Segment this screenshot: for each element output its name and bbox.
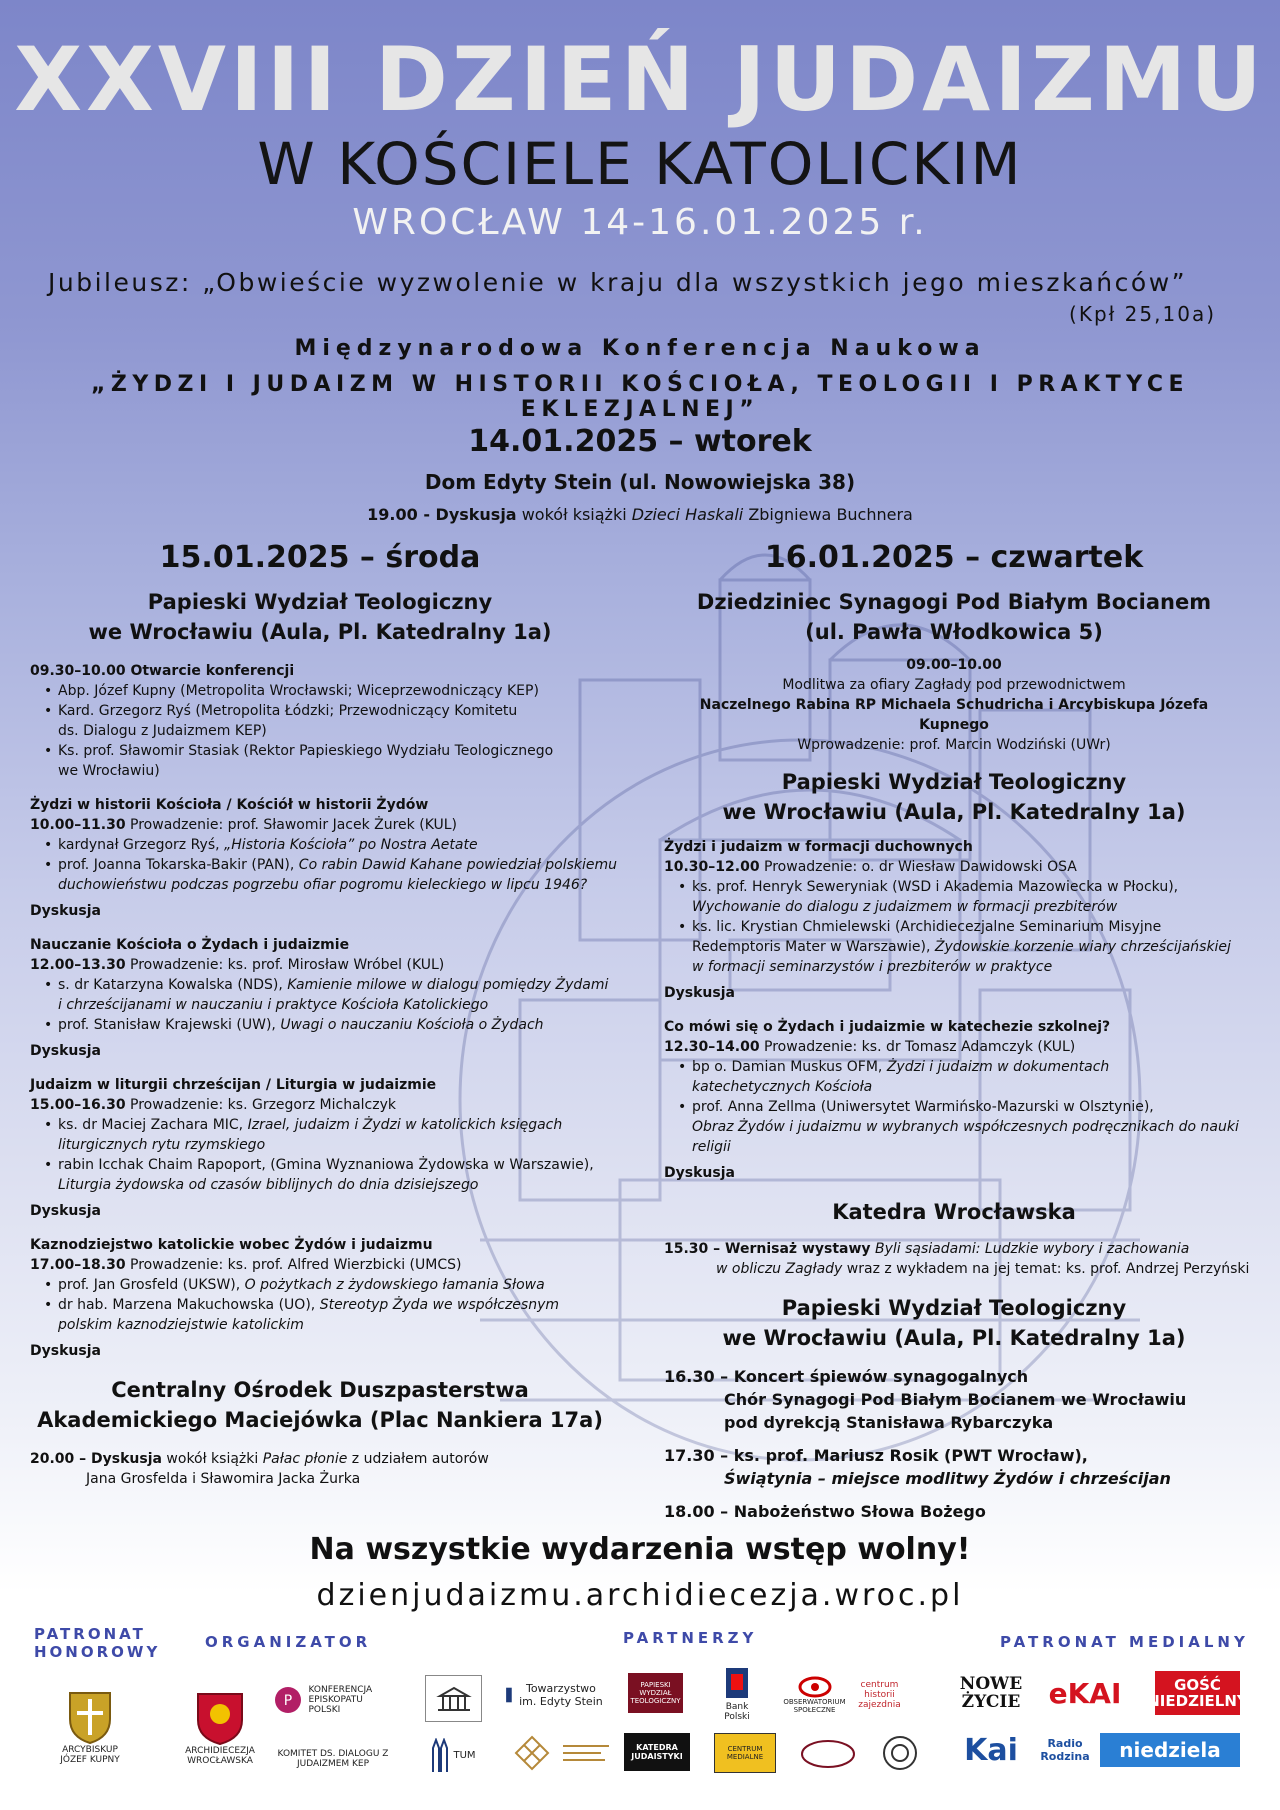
day1-event-author: Zbigniewa Buchnera — [748, 505, 913, 524]
venue-line2: (ul. Pawła Włodkowica 5) — [805, 620, 1103, 644]
website-link[interactable]: dzienjudaizmu.archidiecezja.wroc.pl — [316, 1578, 964, 1613]
exhibition-title-continuation: w obliczu Zagłady — [716, 1261, 843, 1277]
judaistics-logo: KATEDRA JUDAISTYKI — [624, 1733, 690, 1771]
speaker: ks. dr Maciej Zachara MIC, — [58, 1117, 244, 1133]
media-patronage-heading: PATRONAT MEDIALNY — [1000, 1633, 1249, 1651]
list-item-continuation: ds. Dialogu z Judaizmem KEP) — [58, 723, 267, 739]
venue-line2: we Wrocławiu (Aula, Pl. Katedralny 1a) — [722, 1326, 1186, 1350]
svg-text:P: P — [283, 1693, 292, 1709]
talk-title: Obraz Żydów i judaizmu w wybranych współczesnych podręcznikach do nauki religii — [692, 1119, 1239, 1155]
venue-line2: Akademickiego Maciejówka (Plac Nankiera 17a) — [37, 1408, 603, 1432]
speaker: • ks. prof. Henryk Seweryniak (WSD i Akademia Mazowiecka w Płocku), — [664, 877, 1254, 897]
day1-event-text: wokół książki — [521, 505, 627, 524]
session-moderator: Prowadzenie: ks. Grzegorz Michalczyk — [130, 1097, 396, 1113]
talk-title: Liturgia żydowska od czasów biblijnych do dnia dzisiejszego — [58, 1177, 479, 1193]
session-title: Żydzi i judaizm w formacji duchownych — [664, 839, 973, 855]
archdiocese-logo — [180, 1677, 260, 1777]
text-lines-icon — [561, 1741, 611, 1765]
radio-rodzina-logo: Radio Rodzina — [1040, 1737, 1090, 1763]
day2-evening-event — [30, 1449, 630, 1489]
day2-session-teaching — [30, 935, 630, 1061]
talk-title-continuation: liturgicznych rytu rzymskiego — [58, 1137, 266, 1153]
nowe-zycie-logo: NOWE ŻYCIE — [959, 1674, 1023, 1712]
event-text: wraz z wykładem na jej temat: ks. prof. Andrzej Perzyński — [846, 1261, 1250, 1277]
logo-caption: ARCHIDIECEZJA WROCŁAWSKA — [185, 1746, 255, 1766]
building-icon — [434, 1684, 474, 1714]
stein-society-logo — [505, 1675, 605, 1715]
logo-caption: Towarzystwo im. Edyty Stein — [519, 1682, 603, 1708]
day2-venue-line1: Papieski Wydział Teologiczny — [147, 590, 493, 614]
day2-venue-line2: we Wrocławiu (Aula, Pl. Katedralny 1a) — [88, 620, 552, 644]
bank-logo — [712, 1665, 762, 1723]
session-moderator: Prowadzenie: o. dr Wiesław Dawidowski OSA — [764, 859, 1077, 875]
maciejowka-logo — [556, 1733, 616, 1773]
seal-logo — [880, 1733, 920, 1773]
speaker: s. dr Katarzyna Kowalska (NDS), — [58, 977, 283, 993]
sponsors-footer — [0, 1615, 1280, 1810]
komitet-logo: KOMITET DS. DIALOGU Z JUDAIZMEM KEP — [277, 1749, 389, 1769]
speaker: prof. Jan Grosfeld (UKSW), — [58, 1277, 241, 1293]
talk-title: Co rabin Dawid Kahane powiedział polskiemu — [298, 857, 618, 873]
session-time: 12.00–13.30 — [30, 957, 126, 973]
day3-session-formation — [664, 837, 1254, 1003]
event-text: 17.30 – ks. prof. Mariusz Rosik (PWT Wrocław), — [664, 1446, 1088, 1465]
day3-service: 18.00 – Nabożeństwo Słowa Bożego — [664, 1502, 986, 1521]
speaker: prof. Joanna Tokarska-Bakir (PAN), — [58, 857, 295, 873]
session-time: 10.00–11.30 — [30, 817, 126, 833]
talk-title-continuation: duchowieństwu podczas pogrzebu ofiar pogromu kieleckiego w lipcu 1946? — [58, 877, 588, 893]
venue-line1: Papieski Wydział Teologiczny — [781, 1296, 1127, 1320]
day3-venue — [664, 587, 1244, 647]
bookmark-icon — [505, 1680, 513, 1710]
observatory-logo — [782, 1671, 847, 1719]
talk-title-continuation: polskim kaznodziejstwie katolickim — [58, 1317, 304, 1333]
day2-column — [30, 540, 630, 1489]
day1-date: 14.01.2025 – wtorek — [468, 424, 812, 459]
event-text: Modlitwa za ofiary Zagłady pod przewodnictwem — [782, 677, 1126, 693]
logo-caption: KONFERENCJA EPISKOPATU POLSKI — [308, 1685, 373, 1715]
talk-title-continuation: katechetycznych Kościoła — [692, 1079, 873, 1095]
exhibition-title: Byli sąsiadami: Ludzkie wybory i zachowania — [875, 1241, 1190, 1257]
speaker: dr hab. Marzena Makuchowska (UO), — [58, 1297, 316, 1313]
session-time: 10.30–12.00 — [664, 859, 760, 875]
session-title: Co mówi się o Żydach i judaizmie w katechezie szkolnej? — [664, 1019, 1111, 1035]
event-text: 16.30 – Koncert śpiewów synagogalnych — [664, 1367, 1029, 1386]
session-moderator: Prowadzenie: ks. prof. Alfred Wierzbicki (UMCS) — [130, 1257, 462, 1273]
title-line-2: W KOŚCIELE KATOLICKIM — [257, 130, 1023, 198]
day1-event-book: Dzieci Haskali — [631, 505, 744, 524]
event-time: 20.00 – Dyskusja — [30, 1451, 162, 1467]
event-text: z udziałem autorów — [351, 1451, 489, 1467]
venue-line2: we Wrocławiu (Aula, Pl. Katedralny 1a) — [722, 800, 1186, 824]
day3-venue3: Katedra Wrocławska — [832, 1200, 1076, 1224]
session-title: Żydzi w historii Kościoła / Kościół w historii Żydów — [30, 797, 429, 813]
day3-concert — [664, 1365, 1254, 1434]
session-time: 12.30–14.00 — [664, 1039, 760, 1055]
event-time: 09.00–10.00 — [906, 657, 1002, 673]
list-item: • Ks. prof. Sławomir Stasiak (Rektor Papieskiego Wydziału Teologicznego — [30, 741, 630, 761]
gosc-logo: GOŚĆ NIEDZIELNY — [1155, 1671, 1240, 1715]
kep-icon — [273, 1685, 303, 1715]
discussion-label: Dyskusja — [30, 1043, 101, 1059]
list-item: • Abp. Józef Kupny (Metropolita Wrocławski; Wiceprzewodniczący KEP) — [30, 681, 630, 701]
title-line-1: XXVIII DZIEŃ JUDAIZMU — [14, 28, 1266, 131]
list-item: • Kard. Grzegorz Ryś (Metropolita Łódzki; Przewodniczący Komitetu — [30, 701, 630, 721]
niedziela-logo: niedziela — [1100, 1733, 1240, 1767]
logo-caption: OBSERWATORIUM SPOŁECZNE — [783, 1698, 846, 1714]
discussion-label: Dyskusja — [664, 1165, 735, 1181]
session-time: 17.00–18.30 — [30, 1257, 126, 1273]
day3-exhibition — [664, 1239, 1254, 1279]
session-moderator: Prowadzenie: ks. dr Tomasz Adamczyk (KUL) — [764, 1039, 1076, 1055]
kep-logo — [268, 1675, 398, 1725]
session-title: Judaizm w liturgii chrześcijan / Liturgia w judaizmie — [30, 1077, 437, 1093]
talk-title: Izrael, judaizm i Żydzi w katolickich księgach — [247, 1117, 563, 1133]
day2-session-history — [30, 795, 630, 921]
discussion-label: Dyskusja — [30, 1203, 101, 1219]
event-text: Wprowadzenie: prof. Marcin Wodziński (UWr) — [797, 737, 1111, 753]
kai-logo: Kai — [964, 1732, 1018, 1768]
speaker-continuation: Redemptoris Mater w Warszawie), — [692, 939, 931, 955]
day3-session-catechesis — [664, 1017, 1254, 1183]
venue-line1: Dziedziniec Synagogi Pod Białym Bocianem — [696, 590, 1212, 614]
event-text: pod dyrekcją Stanisława Rybarczyka — [724, 1413, 1054, 1432]
talk-title: Kamienie milowe w dialogu pomiędzy Żydami — [287, 977, 609, 993]
day3-venue2 — [664, 767, 1244, 827]
talk-title: O pożytkach z żydowskiego łamania Słowa — [244, 1277, 545, 1293]
day2-evening-venue — [30, 1375, 610, 1435]
day3-date: 16.01.2025 – czwartek — [764, 540, 1144, 575]
conference-theme: „ŻYDZI I JUDAIZM W HISTORII KOŚCIOŁA, TEOLOGII I PRAKTYCE EKLEZJALNEJ” — [90, 372, 1190, 422]
session-time: 15.00–16.30 — [30, 1097, 126, 1113]
coat-of-arms-icon — [195, 1688, 245, 1746]
partners-heading: PARTNERZY — [623, 1629, 758, 1647]
list-item-continuation: we Wrocławiu) — [58, 763, 160, 779]
event-text: Chór Synagogi Pod Białym Bocianem we Wrocławiu — [724, 1390, 1187, 1409]
event-time: 15.30 – Wernisaż wystawy — [664, 1241, 871, 1257]
day1-event — [0, 505, 1280, 524]
talk-title-continuation: w formacji seminarzystów i prezbiterów w praktyce — [692, 959, 1053, 975]
venue-line1: Centralny Ośrodek Duszpasterstwa — [111, 1378, 529, 1402]
talk-title: Wychowanie do dialogu z judaizmem w formacji prezbiterów — [692, 899, 1118, 915]
university-logo — [425, 1675, 482, 1722]
day2-session-opening — [30, 661, 630, 781]
media-center-logo: CENTRUM MEDIALNE — [714, 1733, 776, 1773]
session-moderator: Prowadzenie: ks. prof. Mirosław Wróbel (KUL) — [130, 957, 445, 973]
kupny-coat-of-arms-logo — [50, 1677, 130, 1777]
discussion-label: Dyskusja — [30, 1343, 101, 1359]
pwt-logo: PAPIESKI WYDZIAŁ TEOLOGICZNY — [628, 1673, 683, 1713]
oval-emblem-icon — [800, 1739, 856, 1769]
eye-icon — [798, 1676, 832, 1698]
day2-session-preaching — [30, 1235, 630, 1361]
session-title: Nauczanie Kościoła o Żydach i judaizmie — [30, 937, 350, 953]
event-authors: Jana Grosfelda i Sławomira Jacka Żurka — [86, 1471, 361, 1487]
discussion-label: Dyskusja — [30, 903, 101, 919]
zajezdnia-logo: centrum historii zajezdnia — [858, 1680, 901, 1710]
day3-prayer — [664, 655, 1244, 755]
talk-title: Świątynia – miejsce modlitwy Żydów i chrześcijan — [724, 1469, 1171, 1488]
speaker: kardynał Grzegorz Ryś, — [58, 837, 220, 853]
logo-caption: ARCYBISKUP JÓZEF KUPNY — [60, 1745, 120, 1765]
speaker: bp o. Damian Muskus OFM, — [692, 1059, 883, 1075]
speaker: prof. Stanisław Krajewski (UW), — [58, 1017, 276, 1033]
coat-of-arms-icon — [67, 1689, 113, 1745]
honorary-patronage-heading: PATRONAT HONOROWY — [34, 1625, 161, 1661]
talk-title-continuation: i chrześcijanami w nauczaniu i praktyce Kościoła Katolickiego — [58, 997, 489, 1013]
title-line-3: WROCŁAW 14-16.01.2025 r. — [352, 202, 928, 243]
day3-venue4 — [664, 1293, 1244, 1353]
session-heading: 09.30–10.00 Otwarcie konferencji — [30, 663, 295, 679]
talk-title: Uwagi o nauczaniu Kościoła o Żydach — [280, 1017, 544, 1033]
speaker: • rabin Icchak Chaim Rapoport, (Gmina Wyznaniowa Żydowska w Warszawie), — [30, 1155, 630, 1175]
seal-icon — [882, 1735, 918, 1771]
jubilee-reference: (Kpł 25,10a) — [1069, 302, 1216, 326]
session-moderator: Prowadzenie: prof. Sławomir Jacek Żurek (KUL) — [130, 817, 458, 833]
day2-date: 15.01.2025 – środa — [159, 540, 481, 575]
free-entry: Na wszystkie wydarzenia wstęp wolny! — [309, 1532, 971, 1567]
talk-title: Stereotyp Żyda we współczesnym — [319, 1297, 559, 1313]
day2-session-liturgy — [30, 1075, 630, 1221]
day2-venue — [30, 587, 610, 647]
event-book: Pałac płonie — [262, 1451, 348, 1467]
bank-icon — [723, 1666, 751, 1702]
day3-lecture — [664, 1444, 1254, 1490]
day3-column — [664, 540, 1254, 1523]
logo-caption: TUM — [453, 1750, 476, 1761]
speaker: • ks. lic. Krystian Chmielewski (Archidiecezjalne Seminarium Misyjne — [664, 917, 1254, 937]
session-title: Kaznodziejstwo katolickie wobec Żydów i judaizmu — [30, 1237, 433, 1253]
conference-name: Międzynarodowa Konferencja Naukowa — [294, 336, 986, 361]
pattern-icon — [514, 1735, 550, 1771]
event-text: wokół książki — [166, 1451, 259, 1467]
day1-event-time: 19.00 - Dyskusja — [367, 505, 517, 524]
speaker: • prof. Anna Zellma (Uniwersytet Warmińsko-Mazurski w Olsztynie), — [664, 1097, 1254, 1117]
day1-place: Dom Edyty Stein (ul. Nowowiejska 38) — [424, 470, 856, 494]
pattern-logo — [512, 1733, 552, 1773]
event-text: Naczelnego Rabina RP Michaela Schudricha i Arcybiskupa Józefa Kupnego — [699, 697, 1209, 733]
venue-line1: Papieski Wydział Teologiczny — [781, 770, 1127, 794]
talk-title: „Historia Kościoła” po Nostra Aetate — [224, 837, 478, 853]
oval-logo — [798, 1737, 858, 1771]
ekai-logo: eKAI — [1048, 1676, 1122, 1710]
discussion-label: Dyskusja — [664, 985, 735, 1001]
talk-title: Żydowskie korzenie wiary chrześcijańskiej — [934, 939, 1231, 955]
logo-caption: Bank Polski — [724, 1702, 750, 1722]
organizer-heading: ORGANIZATOR — [205, 1633, 372, 1651]
cathedral-icon — [429, 1738, 449, 1774]
talk-title: Żydzi i judaizm w dokumentach — [886, 1059, 1110, 1075]
tum-logo — [420, 1733, 485, 1778]
jubilee-motto: Jubileusz: „Obwieście wyzwolenie w kraju dla wszystkich jego mieszkańców” — [48, 268, 1188, 297]
